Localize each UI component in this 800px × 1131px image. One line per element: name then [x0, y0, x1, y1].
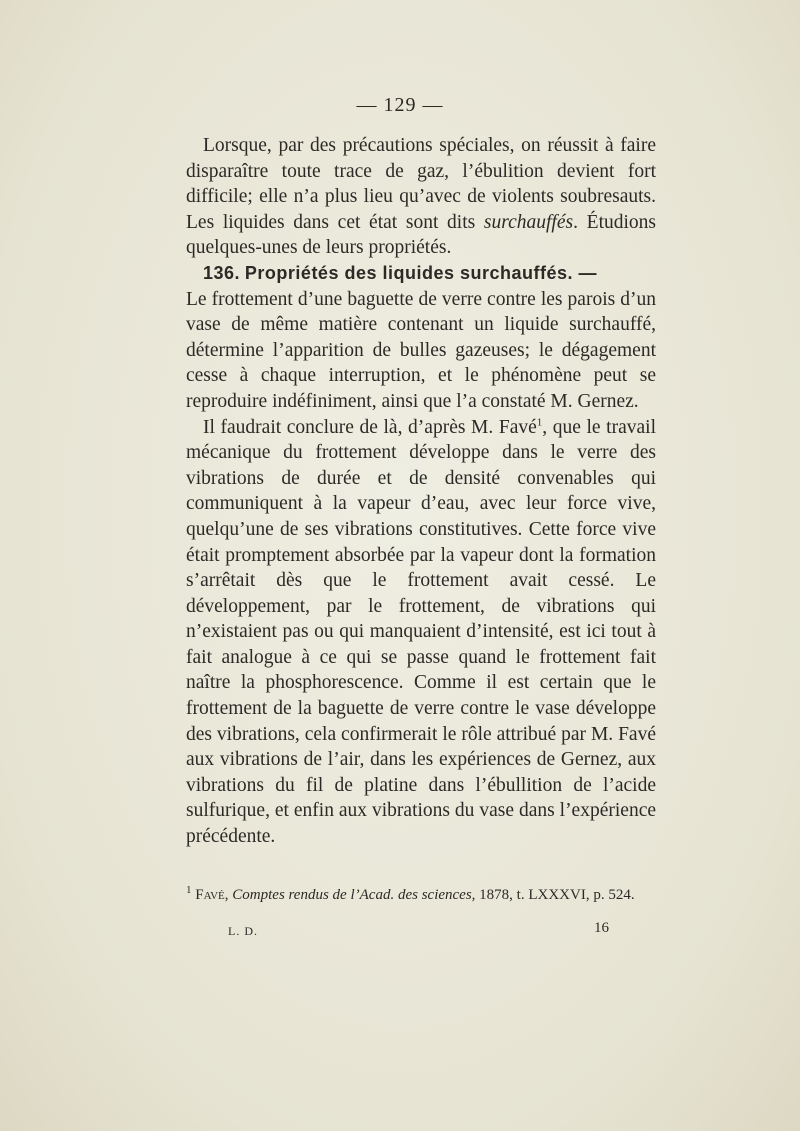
footnote-author: Favé, — [195, 887, 229, 903]
section-title: Propriétés des liquides surchauffés. — — [244, 262, 598, 283]
italic-term: surchauffés — [483, 211, 574, 233]
footnote-marker: 1 — [186, 884, 192, 896]
footnote-reference: 1 — [536, 416, 543, 429]
paragraph-3 — [186, 415, 656, 850]
signature-number: 16 — [594, 920, 609, 936]
footnote-title: Comptes rendus de l’Acad. des sciences, — [232, 887, 476, 903]
paragraph-1-end: . Étudions quelques-unes de leurs propriétés. — [186, 211, 656, 259]
paragraph-3-end: , que le travail mécanique du frottement développe dans le verre des vibrations de durée et de densité convenables qui communiquent à la vapeur d’eau, avec leur force vive, quelqu’une de ses vibrations constitutives. Cette force vive était promptement absorbée par la vapeur dont la formation s’arrêtait dès que le frottement avait cessé. Le développement, par le frottement, de vibrations qui n’existaient pas ou qui manquaient d’intensité, est ici tout à fait analogue à ce qui se passe quand le frottement fait naître la phosphorescence. Comme il est certain que le frottement de la baguette de verre contre le vase développe des vibrations, cela confirmerait le rôle attribué par M. Favé aux vibrations de l’air, dans les expériences de Gernez, aux vibrations du fil de platine dans l’ébullition de l’acide sulfurique, et enfin aux vibrations du vase dans l’expérience précédente. — [186, 416, 656, 848]
page-number: — 129 — — [356, 94, 444, 116]
paragraph-2: Le frottement d’une baguette de verre contre les parois d’un vase de même matière contenant un liquide surchauffé, détermine l’apparition de bulles gazeuses; le dégagement cesse à chaque interruption, et le phénomène peut se reproduire indéfiniment, ainsi que l’a constaté M. Gernez. — [186, 288, 656, 412]
footnote-details: 1878, t. LXXXVI, p. 524. — [479, 887, 635, 903]
paragraph-3-start: Il faudrait conclure de là, d’après M. Favé — [203, 416, 537, 438]
paragraph-1-text: Lorsque, par des précautions spéciales, on réussit à faire disparaître toute trace de gaz, l’ébulition devient fort difficile; elle n’a plus lieu qu’avec de violents soubresauts. Les liquides dans cet état sont dits — [186, 135, 656, 233]
footnote — [186, 886, 656, 905]
signature-mark: L. D. — [228, 924, 258, 938]
section-heading — [186, 261, 656, 287]
section-number: 136. — [203, 262, 241, 283]
body-text — [186, 133, 656, 850]
paragraph-1 — [186, 133, 656, 261]
